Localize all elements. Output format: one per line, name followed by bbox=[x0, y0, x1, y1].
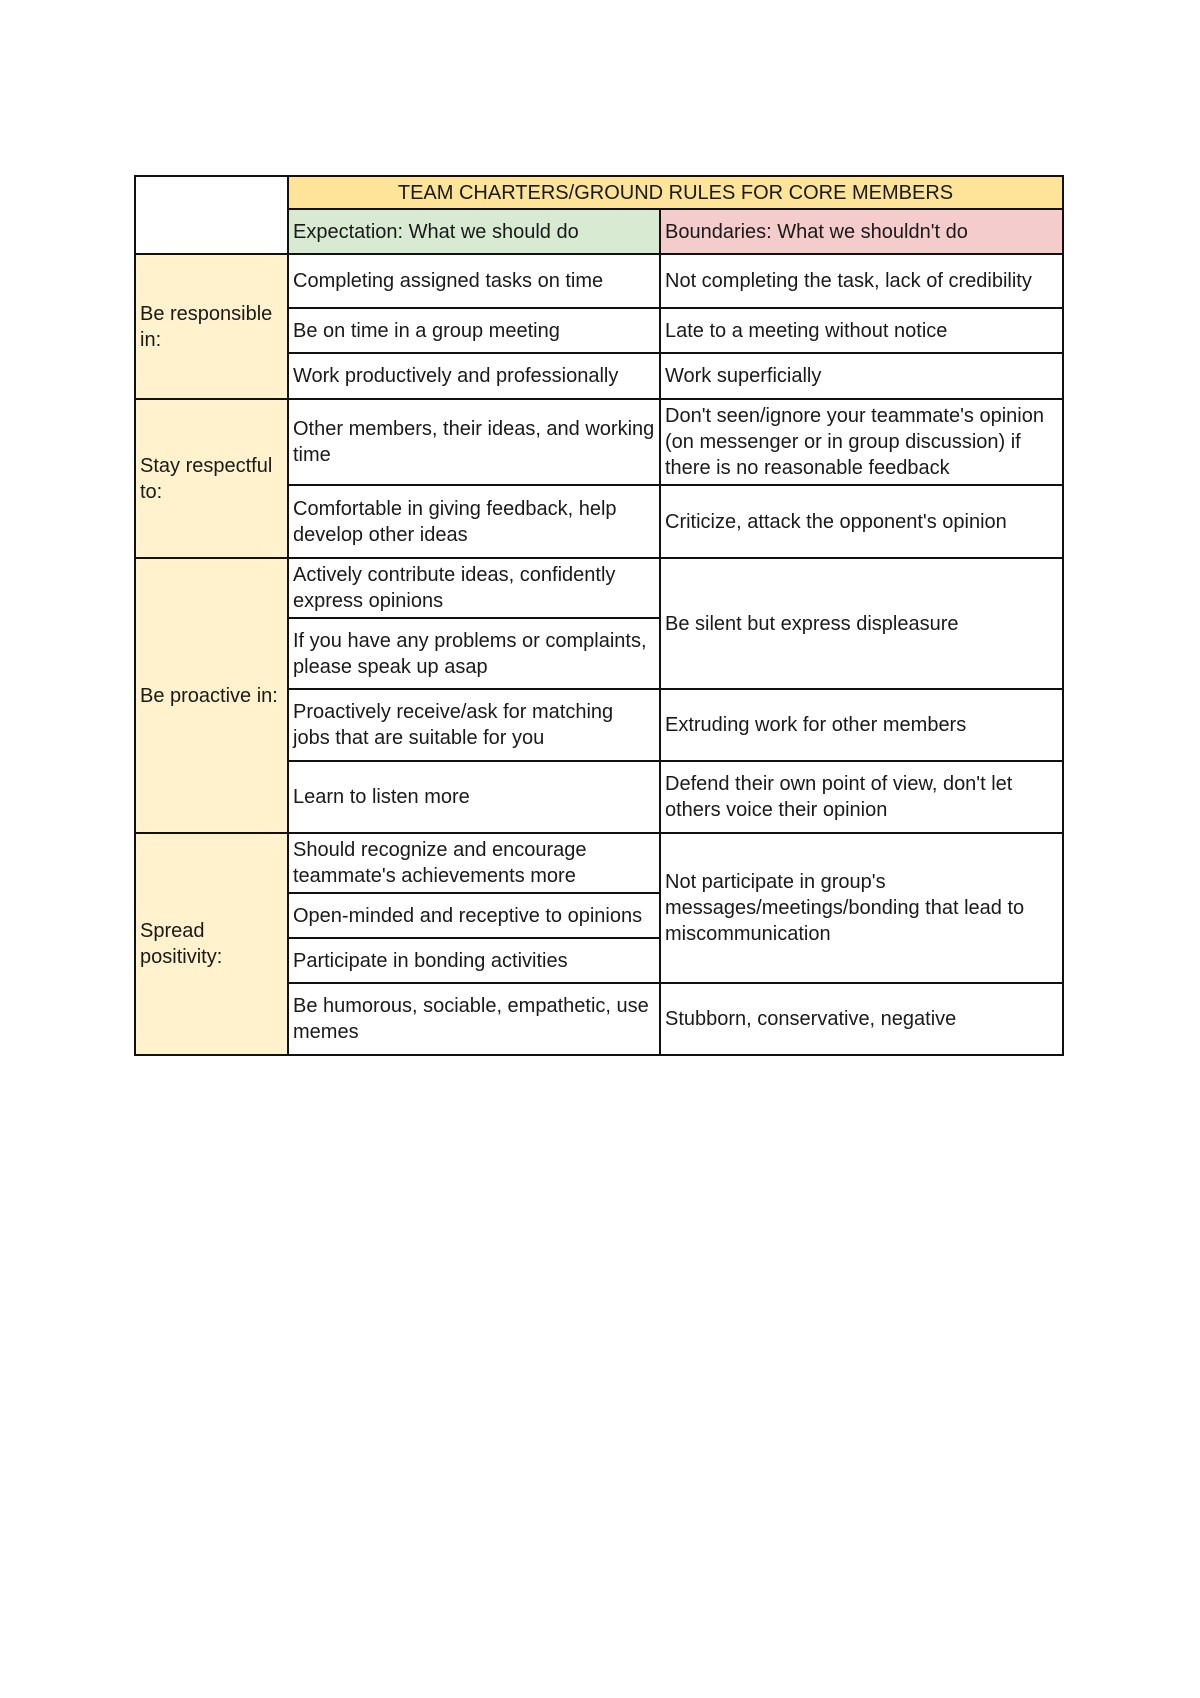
boundary-cell: Extruding work for other members bbox=[660, 689, 1063, 761]
expectation-cell: Comfortable in giving feedback, help develop other ideas bbox=[288, 485, 660, 558]
boundary-cell: Work superficially bbox=[660, 353, 1063, 399]
table-row bbox=[135, 254, 1063, 308]
corner-cell bbox=[135, 176, 288, 254]
boundaries-header: Boundaries: What we shouldn't do bbox=[660, 209, 1063, 254]
boundary-cell: Be silent but express displeasure bbox=[660, 558, 1063, 689]
category-responsible: Be responsible in: bbox=[135, 254, 288, 399]
boundary-cell: Late to a meeting without notice bbox=[660, 308, 1063, 353]
table-row bbox=[135, 399, 1063, 485]
expectation-cell: Be on time in a group meeting bbox=[288, 308, 660, 353]
boundary-cell: Stubborn, conservative, negative bbox=[660, 983, 1063, 1055]
expectation-cell: Learn to listen more bbox=[288, 761, 660, 833]
expectation-cell: If you have any problems or complaints, please speak up asap bbox=[288, 618, 660, 689]
boundary-cell: Defend their own point of view, don't let others voice their opinion bbox=[660, 761, 1063, 833]
team-charter-table bbox=[134, 175, 1064, 1056]
boundary-cell: Not completing the task, lack of credibility bbox=[660, 254, 1063, 308]
boundary-cell: Don't seen/ignore your teammate's opinion (on messenger or in group discussion) if there is no reasonable feedback bbox=[660, 399, 1063, 485]
expectation-cell: Be humorous, sociable, empathetic, use memes bbox=[288, 983, 660, 1055]
category-respectful: Stay respectful to: bbox=[135, 399, 288, 558]
table-row bbox=[135, 558, 1063, 618]
expectation-cell: Should recognize and encourage teammate's achievements more bbox=[288, 833, 660, 893]
category-positivity: Spread positivity: bbox=[135, 833, 288, 1055]
table-title: TEAM CHARTERS/GROUND RULES FOR CORE MEMBERS bbox=[288, 176, 1063, 209]
boundary-cell: Criticize, attack the opponent's opinion bbox=[660, 485, 1063, 558]
expectation-cell: Participate in bonding activities bbox=[288, 938, 660, 983]
title-row bbox=[135, 176, 1063, 209]
expectation-cell: Proactively receive/ask for matching jobs that are suitable for you bbox=[288, 689, 660, 761]
expectation-cell: Actively contribute ideas, confidently express opinions bbox=[288, 558, 660, 618]
expectation-cell: Completing assigned tasks on time bbox=[288, 254, 660, 308]
boundary-cell: Not participate in group's messages/meetings/bonding that lead to miscommunication bbox=[660, 833, 1063, 983]
category-proactive: Be proactive in: bbox=[135, 558, 288, 833]
expectation-cell: Other members, their ideas, and working time bbox=[288, 399, 660, 485]
expectation-header: Expectation: What we should do bbox=[288, 209, 660, 254]
expectation-cell: Open-minded and receptive to opinions bbox=[288, 893, 660, 938]
expectation-cell: Work productively and professionally bbox=[288, 353, 660, 399]
table-row bbox=[135, 833, 1063, 893]
